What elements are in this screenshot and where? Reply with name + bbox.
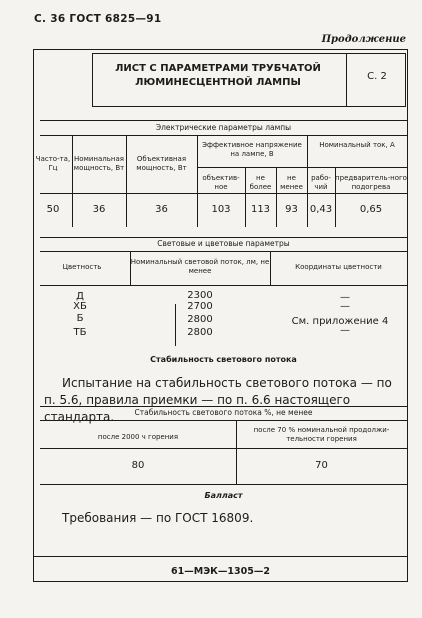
light-section-title: Световые и цветовые параметры bbox=[157, 239, 290, 248]
header-current-working: рабо-чий bbox=[311, 174, 331, 191]
light-color-4: ТБ bbox=[73, 327, 87, 338]
light-flux-2: 2700 bbox=[187, 301, 213, 312]
ballast-heading: Балласт bbox=[204, 491, 243, 500]
light-flux-4: 2800 bbox=[187, 327, 213, 338]
sheet-title: ЛИСТ С ПАРАМЕТРАМИ ТРУБЧАТОЙ ЛЮМИНЕСЦЕНТНОЙ ЛАМПЫ bbox=[115, 63, 321, 88]
continuation-label: Продолжение bbox=[321, 34, 406, 45]
rule bbox=[40, 406, 407, 407]
rule bbox=[40, 420, 407, 421]
rule bbox=[40, 135, 407, 136]
header-flux: Номинальный световой поток, лм, не менее bbox=[130, 258, 270, 275]
title-box bbox=[92, 53, 406, 107]
value-current-working: 0,43 bbox=[309, 204, 333, 215]
rule bbox=[40, 448, 407, 449]
value-voltage-objective: 103 bbox=[211, 204, 231, 215]
light-flux-3: 2800 bbox=[187, 314, 213, 325]
light-coords-2: — bbox=[340, 301, 350, 312]
header-color: Цветность bbox=[62, 263, 102, 271]
stability-table-title: Стабильность светового потока %, не менее bbox=[134, 408, 313, 417]
rule bbox=[40, 193, 407, 194]
light-color-3: Б bbox=[76, 313, 84, 324]
header-frequency: Часто-та, Гц bbox=[35, 155, 71, 172]
value-objective-power: 36 bbox=[155, 204, 168, 215]
value-frequency: 50 bbox=[46, 204, 60, 215]
stability-col2-value: 70 bbox=[315, 460, 328, 471]
header-current-group: Номинальный ток, А bbox=[319, 141, 395, 149]
header-voltage-max: не более bbox=[249, 174, 272, 191]
header-current-preheat: предваритель-ного подогрева bbox=[335, 174, 407, 191]
rule bbox=[33, 556, 408, 557]
header-voltage-objective: объектив-ное bbox=[202, 174, 240, 191]
stability-paragraph: Испытание на стабильность светового потока — по п. 5.6, правила приемки — по п. 6.6 настоящего стандарта. bbox=[44, 376, 392, 424]
rule bbox=[33, 581, 408, 582]
light-flux-1: 2300 bbox=[187, 290, 213, 301]
stability-col1-header: после 2000 ч горения bbox=[97, 433, 179, 441]
rule bbox=[40, 484, 407, 485]
header-voltage-min: не менее bbox=[280, 174, 303, 191]
value-voltage-min: 93 bbox=[285, 204, 298, 215]
rule bbox=[40, 285, 407, 286]
ballast-paragraph: Требования — по ГОСТ 16809. bbox=[62, 511, 254, 525]
header-objective-power: Объективная мощность, Вт bbox=[136, 155, 187, 172]
rule bbox=[40, 237, 407, 238]
right-border bbox=[407, 49, 408, 581]
light-color-2: ХБ bbox=[73, 301, 87, 312]
value-current-preheat: 0,65 bbox=[359, 204, 383, 215]
value-voltage-max: 113 bbox=[250, 204, 271, 215]
header-nominal-power: Номинальная мощность, Вт bbox=[73, 155, 125, 172]
rule bbox=[197, 167, 407, 168]
stability-col1-value: 80 bbox=[131, 460, 145, 471]
light-coords-4: — bbox=[340, 325, 350, 336]
electrical-section-title: Электрические параметры лампы bbox=[155, 123, 292, 132]
stability-heading: Стабильность светового потока bbox=[150, 355, 297, 364]
sheet-number: С. 2 bbox=[367, 71, 387, 82]
value-nominal-power: 36 bbox=[92, 204, 106, 215]
light-color-1: Д bbox=[76, 291, 84, 302]
page-header-ref: С. 36 ГОСТ 6825—91 bbox=[34, 13, 162, 25]
left-border bbox=[33, 49, 34, 581]
footer-code: 61—МЭК—1305—2 bbox=[171, 566, 270, 577]
header-coords: Координаты цветности bbox=[295, 263, 382, 271]
top-rule bbox=[33, 49, 408, 50]
rule bbox=[40, 251, 407, 252]
light-coords-3: См. приложение 4 bbox=[291, 316, 389, 327]
header-voltage-group: Эффективное напряжение на лампе, В bbox=[202, 141, 302, 158]
rule bbox=[40, 120, 407, 121]
light-coords-1: — bbox=[340, 292, 350, 303]
stability-col2-header: после 70 % номинальной продолжи-тельности горения bbox=[253, 426, 390, 443]
title-divider bbox=[346, 54, 347, 106]
